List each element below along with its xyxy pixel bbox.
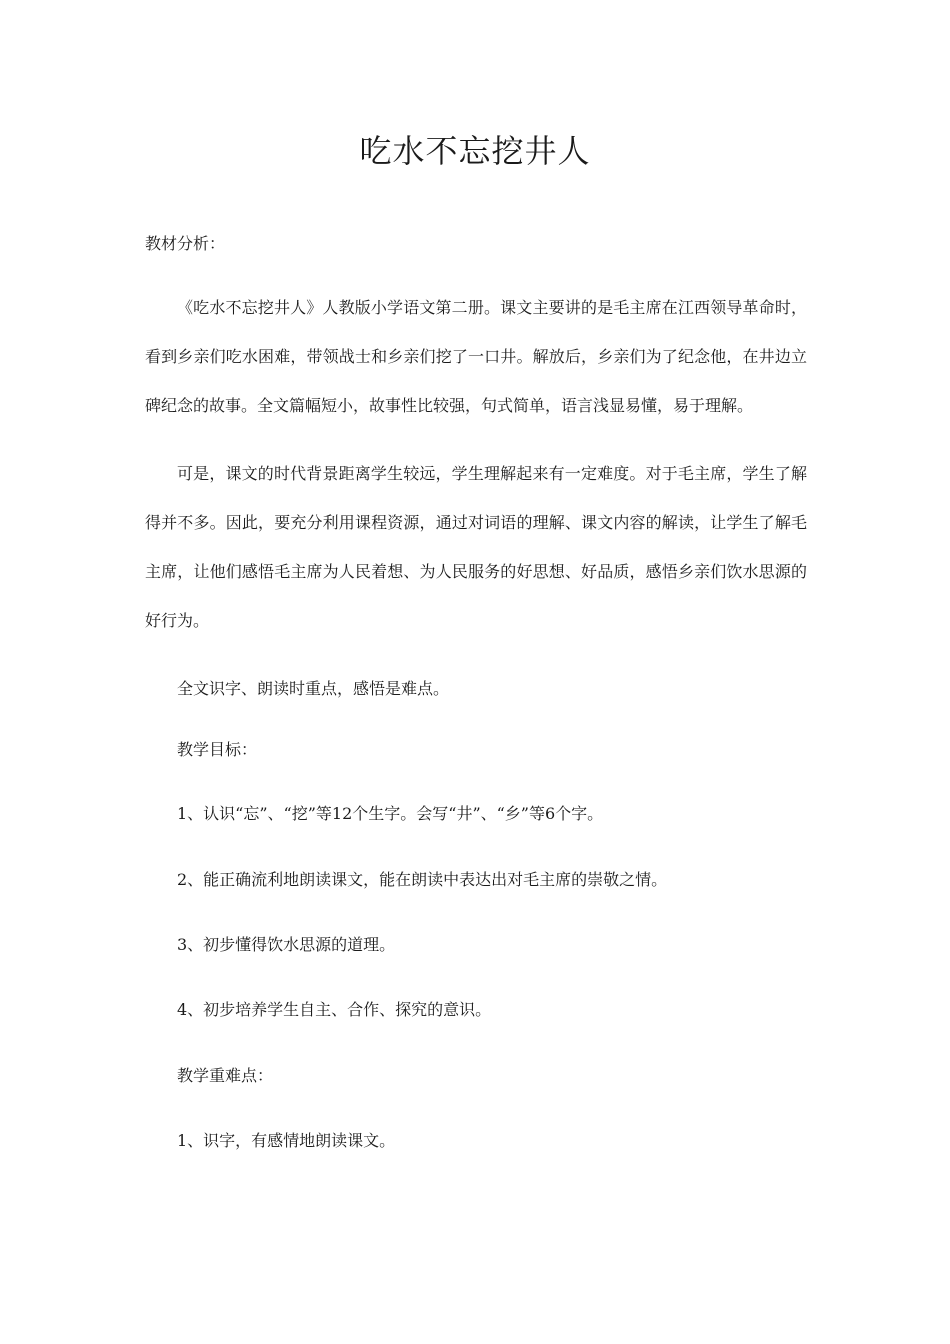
goal-item-2: 2、能正确流利地朗读课文，能在朗读中表达出对毛主席的崇敬之情。	[177, 870, 668, 889]
analysis-paragraph-1: 《吃水不忘挖井人》人教版小学语文第二册。课文主要讲的是毛主席在江西领导革命时，看到乡亲们吃水困难，带领战士和乡亲们挖了一口井。解放后，乡亲们为了纪念他，在井边立碑纪念的故事。全文篇幅短小，故事性比较强，句式简单，语言浅显易懂，易于理解。	[145, 298, 807, 415]
document-title: 吃水不忘挖井人	[359, 132, 591, 170]
goal-item-4: 4、初步培养学生自主、合作、探究的意识。	[177, 1000, 492, 1019]
key-point-note: 全文识字、朗读时重点，感悟是难点。	[177, 679, 450, 698]
goal-item-1: 1、认识“忘”、“挖”等12个生字。会写“井”、“乡”等6个字。	[177, 804, 604, 823]
analysis-paragraph-2: 可是，课文的时代背景距离学生较远，学生理解起来有一定难度。对于毛主席，学生了解得并不多。因此，要充分利用课程资源，通过对词语的理解、课文内容的解读，让学生了解毛主席，让他们感悟毛主席为人民着想、为人民服务的好思想、好品质，感悟乡亲们饮水思源的好行为。	[145, 464, 807, 630]
difficulty-item-1: 1、识字，有感情地朗读课文。	[177, 1131, 396, 1150]
goals-heading: 教学目标：	[177, 740, 258, 759]
difficulty-heading: 教学重难点：	[177, 1066, 274, 1085]
goal-item-3: 3、初步懂得饮水思源的道理。	[177, 935, 396, 954]
analysis-heading: 教材分析：	[145, 234, 226, 253]
